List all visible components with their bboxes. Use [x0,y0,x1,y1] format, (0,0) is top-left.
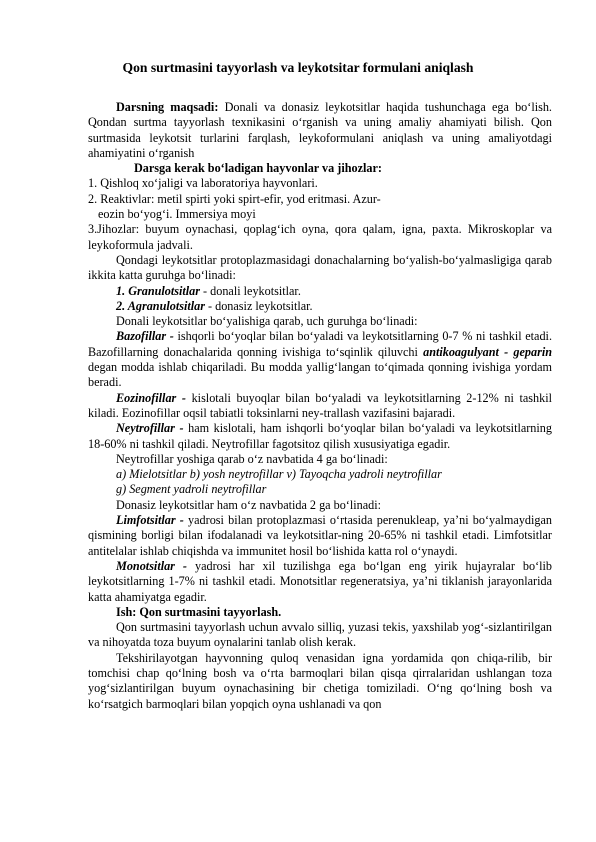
group-term: 2. Agranulotsitlar [116,298,205,313]
group-term: 1. Granulotsitlar [116,283,200,298]
goal-label: Darsning maqsadi: [116,100,219,114]
agranular-intro: Donasiz leykotsitlar ham o‘z navbatida 2 ga bo‘linadi: [116,497,382,512]
basophils-term: Bazofillar - [116,329,174,344]
monocytes-text: yadrosi har xil tuzilishga ega bo‘lgan eng yirik hujayralar bo‘lib leykotsitlarning 1-7% ni tashkil etadi. Monotsitlar regeneratsiya, ya’ni tiklanish jarayonlarida katta ahamiyatga egadir. [88,558,552,604]
document-body [88,100,552,712]
materials-item: 1. Qishloq xo‘jaligi va laboratoriya hayvonlari. [88,176,318,191]
eosinophils-text: kislotali buyoqlar bilan bo‘yaladi va leykotsitlarning 2-12% ni tashkil kiladi. Eozinofillar oqsil tabiatli toksinlarni ney-trallash vazifasini bajaradi. [88,390,552,420]
work-heading: Ish: Qon surtmasini tayyorlash. [116,604,282,619]
lymphocytes-paragraph [88,513,552,559]
lymphocytes-term: Limfotsitlar - [116,513,184,528]
materials-item: eozin bo‘yog‘i. Immersiya moyi [98,207,256,222]
goal-text: Donali va donasiz leykotsitlar haqida tushunchaga ega bo‘lish. Qondan surtma tayyorlash texnikasini o‘rganish va uning amaliy ahamiyati bilish. Qon surtmasida leykotsit turlarini farqlash, leykoformulani aniqlash va uning amaliyotdagi ahamiyatini o‘rganish [88,100,552,160]
neutrophil-groups-line: g) Segment yadroli neytrofillar [116,482,267,497]
monocytes-term: Monotsitlar - [116,558,187,573]
groups-intro: Qondagi leykotsitlar protoplazmasidagi donachalarning bo‘yalish-bo‘yalmasligiga qarab ikkita katta guruhga bo‘linadi: [88,252,552,283]
group-desc: - donali leykotsitlar. [200,283,301,298]
eosinophils-paragraph [88,391,552,422]
basophils-text-2: degan modda ishlab chiqariladi. Bu modda yallig‘langan to‘qimada qonning ivishiga yordam beradi. [88,360,552,390]
work-paragraph-1: Qon surtmasini tayyorlash uchun avvalo silliq, yuzasi tekis, yaxshilab yog‘-sizlantirilgan va nihoyatda toza buyum oynalarini tanlab olish kerak. [88,620,552,650]
work-paragraph-2: Tekshirilayotgan hayvonning quloq venasidan igna yordamida qon chiqa-rilib, bir tomchisi chap qo‘lning bosh va o‘rta barmoqlari bilan qisqa qirralaridan ushlangan toza yog‘sizlantirilgan buyum oynachasining bir chetiga tomiziladi. O‘ng qo‘lning bosh va ko‘rsatgich barmoqlari bilan yopqich oyna ushlanadi va qon [88,650,552,711]
group-desc: - donasiz leykotsitlar. [204,298,313,313]
group-item [88,284,552,299]
group-item [88,299,552,314]
materials-item: 3.Jihozlar: buyum oynachasi, qoplag‘ich oyna, qora qalam, igna, paxta. Mikroskoplar va leykoformula jadvali. [88,222,552,252]
eosinophils-term: Eozinofillar - [116,390,186,405]
materials-heading: Darsga kerak bo‘ladigan hayvonlar va jihozlar: [134,161,382,176]
basophils-text: ishqorli bo‘yoqlar bilan bo‘yaladi va leykotsitlarning 0-7 % ni tashkil etadi. Bazofillarning donachalarida qonning ivishiga to‘sqinlik qiluvchi [88,329,552,359]
neutrophils-text: ham kislotali, ham ishqorli bo‘yoqlar bilan bo‘yaladi va leykotsitlarning 18-60% ni tashkil qiladi. Neytrofillar fagotsitoz qilish xususiyatiga egadir. [88,421,552,451]
neutrophils-term: Neytrofillar - [116,421,184,436]
neutrophils-paragraph [88,421,552,452]
materials-item: 2. Reaktivlar: metil spirti yoki spirt-efir, yod eritmasi. Azur- [88,191,381,206]
goal-paragraph [88,100,552,161]
monocytes-paragraph [88,559,552,605]
lymphocytes-text: yadrosi bilan protoplazmasi o‘rtasida perenukleap, ya’ni bo‘yalmaydigan qismining borligi bilan ifodalanadi va leykotsitlar-ning 20-65% ni tashkil etadi. Limfotsitlar antitelalar ishlab chiqishda va immunitet hosil bo‘lishida katta rol o‘ynaydi. [88,513,552,558]
basophils-paragraph [88,329,552,390]
anticoagulant-term: antikoagulyant - geparin [423,344,552,359]
granular-intro: Donali leykotsitlar bo‘yalishiga qarab, uch guruhga bo‘linadi: [116,314,418,329]
neutrophil-groups-intro: Neytrofillar yoshiga qarab o‘z navbatida 4 ga bo‘linadi: [116,451,388,466]
neutrophil-groups-line: a) Mielotsitlar b) yosh neytrofillar v) Tayoqcha yadroli neytrofillar [116,467,442,482]
document-title: Qon surtmasini tayyorlash va leykotsitar formulani aniqlash [122,60,474,75]
